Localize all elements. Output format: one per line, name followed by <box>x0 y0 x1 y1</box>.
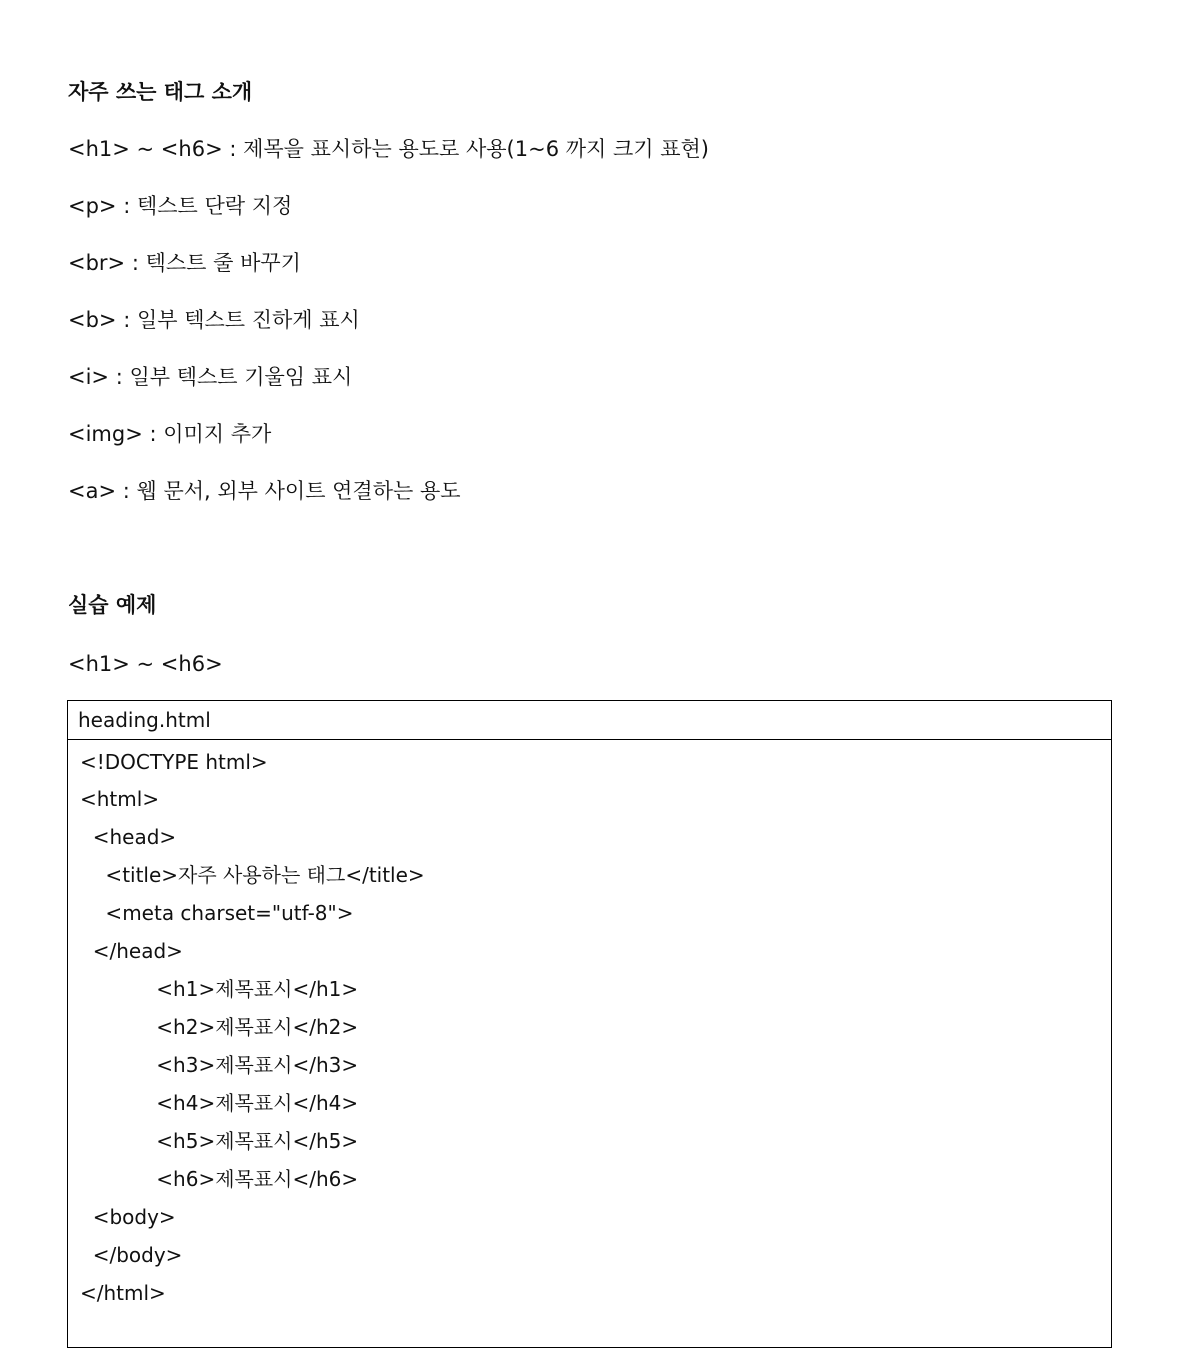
code-line: </head> <box>80 939 183 963</box>
code-line: <h1>제목표시</h1> <box>80 977 359 1001</box>
list-item-b-tag: <b> : 일부 텍스트 진하게 표시 <box>68 308 360 332</box>
code-line: <title>자주 사용하는 태그</title> <box>80 863 425 887</box>
code-example-box <box>67 700 1112 1348</box>
code-line: <meta charset="utf-8"> <box>80 901 354 925</box>
code-line: <h2>제목표시</h2> <box>80 1015 359 1039</box>
list-item-i-tag: <i> : 일부 텍스트 기울임 표시 <box>68 365 353 389</box>
code-line: <h5>제목표시</h5> <box>80 1129 359 1153</box>
practice-subtitle: <h1> ~ <h6> <box>68 652 223 676</box>
list-item-a-tag: <a> : 웹 문서, 외부 사이트 연결하는 용도 <box>68 479 461 503</box>
section-title-practice: 실습 예제 <box>68 593 157 617</box>
code-line: <!DOCTYPE html> <box>80 750 268 774</box>
list-item-img-tag: <img> : 이미지 추가 <box>68 422 272 446</box>
code-line: <html> <box>80 787 160 811</box>
code-line: </body> <box>80 1243 183 1267</box>
list-item-p-tag: <p> : 텍스트 단락 지정 <box>68 194 293 218</box>
section-title-tag-intro: 자주 쓰는 태그 소개 <box>68 80 253 104</box>
code-filename: heading.html <box>68 701 1111 740</box>
code-line: <body> <box>80 1205 176 1229</box>
list-item-br-tag: <br> : 텍스트 줄 바꾸기 <box>68 251 301 275</box>
code-line: <h6>제목표시</h6> <box>80 1167 359 1191</box>
list-item-heading-tags: <h1> ~ <h6> : 제목을 표시하는 용도로 사용(1~6 까지 크기 표현) <box>68 137 709 161</box>
code-line: <head> <box>80 825 177 849</box>
code-line: <h4>제목표시</h4> <box>80 1091 359 1115</box>
code-line: </html> <box>80 1281 166 1305</box>
code-line: <h3>제목표시</h3> <box>80 1053 359 1077</box>
